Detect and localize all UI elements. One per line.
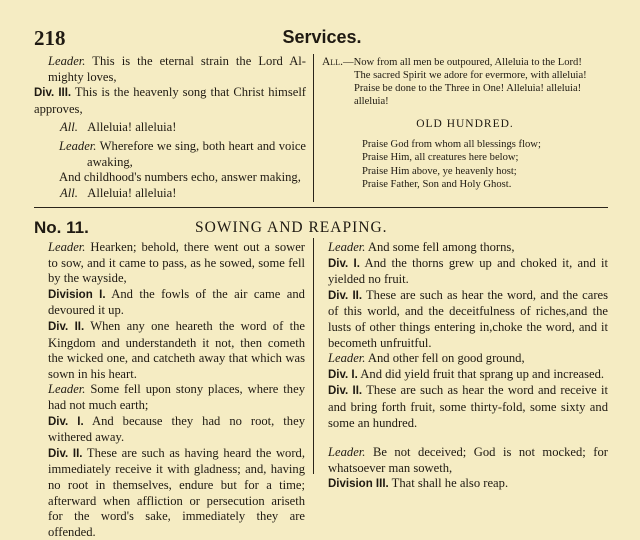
response-line: And childhood's numbers echo, answer making, [59,170,301,185]
response-paragraph: Div. I. And did yield fruit that sprang up and increased. [328,366,605,381]
verse-line: Praise Him, all creatures here below; [362,152,519,164]
response-paragraph: Leader. And some fell among thorns, [328,240,515,254]
section-number: No. 11. [34,218,89,237]
response-line: The sacred Spirit we adore for evermore, with alleluia! [354,70,587,81]
top-left-column [34,54,306,201]
response-paragraph: Division III. That shall he also reap. [328,476,509,491]
response-line: Leader. This is the eternal strain the Lord Al-mighty loves, [48,54,306,84]
response-paragraph: Leader. Some fell upon stony places, where they had not much earth; [48,382,305,412]
section-title: SOWING AND REAPING. [195,219,388,236]
response-paragraph: Div. II. These are such as hear the word, and the cares of this world, and the deceitfulness of riches,and the lusts of other things entering in,choke the word, and it becometh unfruitful. [328,287,608,350]
response-paragraph: Leader. And other fell on good ground, [328,351,525,366]
section-separator [34,207,608,208]
response-line: Leader. Wherefore we sing, both heart and voice awaking, [59,138,306,169]
top-right-column [322,56,608,192]
response-paragraph: Leader. Be not deceived; God is not mocked; for whatsoever man soweth, [328,445,608,475]
page-header [34,26,610,52]
response-paragraph: Leader. Hearken; behold, there went out a sower to sow, and it came to pass, as he sowed, some fell by the wayside, [48,240,306,286]
response-paragraph: Div. I. And the thorns grew up and choked it, and it yielded no fruit. [328,255,608,287]
hymn-title: OLD HUNDRED. [416,118,514,130]
right-column [314,240,608,493]
verse-line: Praise Father, Son and Holy Ghost. [362,179,512,191]
response-paragraph: Div. II. These are such as having heard the word, immediately receive it with gladness; and, having no root in themselves, endure but for a time; afterward when affliction or persecution ariseth for the word's sake, immediately they are offended. [48,445,305,539]
column-divider-top [313,54,314,202]
response-line: All. Alleluia! alleluia! [60,185,177,200]
left-column [34,240,305,540]
verse-line: Praise God from whom all blessings flow; [362,139,541,150]
page-number: 218 [34,26,66,50]
response-paragraph: Div. II. When any one heareth the word of the Kingdom and understandeth it not, then cometh the wicked one, and catcheth away that which was sown in his heart. [48,318,305,381]
response-paragraph: Division I. And the fowls of the air came and devoured it up. [48,286,305,318]
response-line: Praise be done to the Three in One! Alleluia! alleluia! alleluia! [354,83,582,107]
response-line: All.—Now from all men be outpoured, Alleluia to the Lord! [322,56,582,68]
running-title: Services. [282,27,362,47]
response-line: All. Alleluia! alleluia! [60,120,177,135]
response-line: Div. III. This is the heavenly song that Christ himself approves, [34,85,307,116]
verse-line: Praise Him above, ye heavenly host; [362,165,517,177]
hymn-verse [322,138,608,192]
response-paragraph: Div. II. These are such as hear the word and receive it and bring forth fruit, some thirty-fold, some sixty and some an hundred. [328,383,609,430]
response-paragraph: Div. I. And because they had no root, they withered away. [48,413,305,445]
